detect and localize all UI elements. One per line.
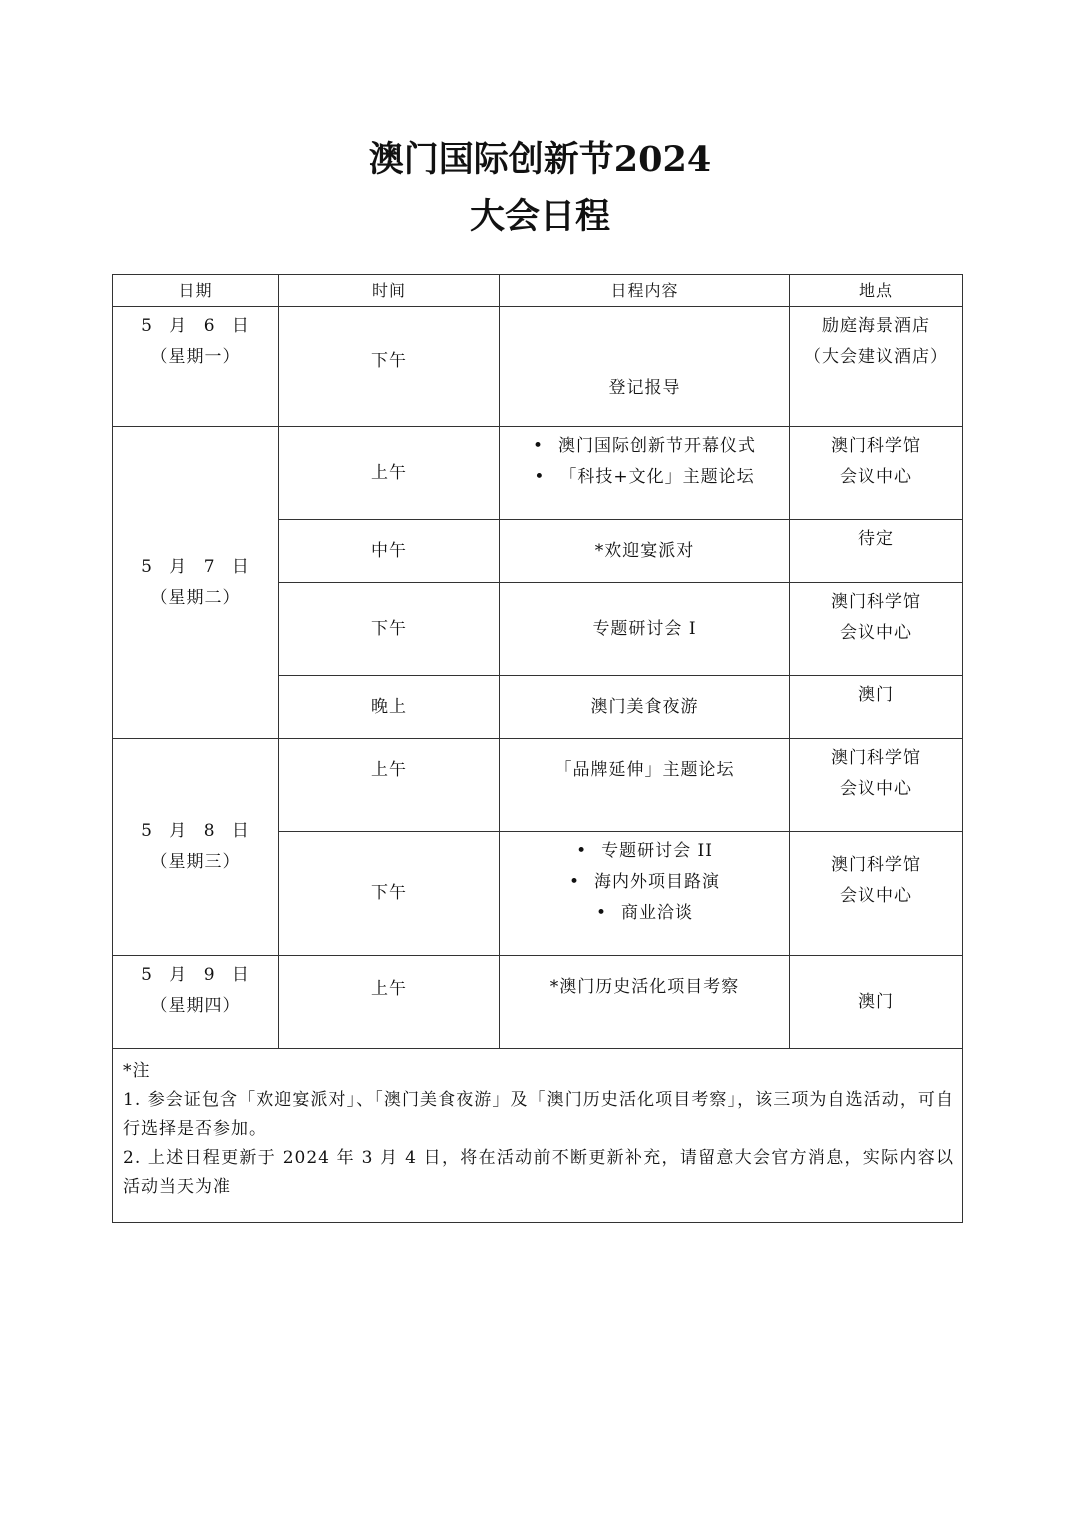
table-row [113, 956, 963, 1049]
content-cell [500, 427, 790, 520]
date-cell [113, 739, 279, 956]
time-cell: 下午 [279, 307, 500, 427]
date-cell [113, 307, 279, 427]
content-cell: 澳门美食夜游 [500, 676, 790, 739]
table-row [113, 307, 963, 427]
date-text: 5 月 8 日 [141, 821, 250, 841]
content-cell: 「品牌延伸」主题论坛 [500, 739, 790, 832]
venue-line: 会议中心 [840, 467, 912, 487]
table-row [113, 427, 963, 520]
venue-cell [790, 427, 963, 520]
weekday-text: （星期二） [150, 587, 241, 608]
content-cell [500, 832, 790, 956]
date-text: 5 月 7 日 [141, 556, 250, 577]
table-header-row [113, 275, 963, 307]
list-item: • 商业洽谈 [500, 898, 789, 929]
weekday-text: （星期一） [150, 347, 241, 367]
venue-line: 会议中心 [840, 623, 912, 643]
venue-cell: 澳门 [790, 956, 963, 1049]
venue-line: 澳门科学馆 [831, 436, 921, 456]
time-cell: 下午 [279, 832, 500, 956]
venue-cell [790, 832, 963, 956]
time-cell: 上午 [279, 956, 500, 1049]
content-cell: *欢迎宴派对 [500, 520, 790, 583]
venue-line: 澳门科学馆 [831, 592, 921, 612]
header-venue: 地点 [790, 275, 963, 307]
note-item: 2. 上述日程更新于 2024 年 3 月 4 日，将在活动前不断更新补充，请留意大会官方消息，实际内容以活动当天为准 [123, 1148, 954, 1197]
header-content: 日程内容 [500, 275, 790, 307]
weekday-text: （星期四） [150, 996, 241, 1016]
date-cell [113, 427, 279, 739]
venue-cell [790, 739, 963, 832]
time-cell: 上午 [279, 739, 500, 832]
header-date: 日期 [113, 275, 279, 307]
page-subtitle: 大会日程 [469, 196, 610, 237]
weekday-text: （星期三） [150, 852, 241, 872]
venue-cell: 待定 [790, 520, 963, 583]
venue-line: 会议中心 [840, 779, 912, 799]
notes-heading: *注 [123, 1061, 151, 1081]
list-item: • 专题研讨会 II [500, 836, 789, 867]
venue-line: （大会建议酒店） [804, 347, 948, 367]
list-item: • 澳门国际创新节开幕仪式 [500, 431, 789, 462]
venue-line: 澳门科学馆 [831, 855, 921, 875]
date-text: 5 月 6 日 [141, 316, 250, 336]
note-item: 1. 参会证包含「欢迎宴派对」、「澳门美食夜游」及「澳门历史活化项目考察」，该三项为自选活动，可自行选择是否参加。 [123, 1090, 954, 1139]
time-cell: 中午 [279, 520, 500, 583]
venue-cell [790, 583, 963, 676]
content-cell: 专题研讨会 I [500, 583, 790, 676]
venue-line: 澳门科学馆 [831, 748, 921, 768]
header-time: 时间 [279, 275, 500, 307]
notes-row [113, 1049, 963, 1223]
list-item: • 「科技+文化」主题论坛 [500, 462, 789, 493]
page-title: 澳门国际创新节2024 [368, 139, 712, 180]
venue-line: 励庭海景酒店 [822, 316, 930, 336]
date-text: 5 月 9 日 [141, 965, 250, 985]
time-cell: 下午 [279, 583, 500, 676]
content-cell: 登记报导 [500, 307, 790, 427]
venue-cell: 澳门 [790, 676, 963, 739]
date-cell [113, 956, 279, 1049]
venue-line: 会议中心 [840, 886, 912, 906]
table-row [113, 739, 963, 832]
time-cell: 上午 [279, 427, 500, 520]
notes-cell [113, 1049, 963, 1223]
list-item: • 海内外项目路演 [500, 867, 789, 898]
schedule-table [112, 274, 963, 1223]
venue-cell [790, 307, 963, 427]
content-cell: *澳门历史活化项目考察 [500, 956, 790, 1049]
time-cell: 晚上 [279, 676, 500, 739]
